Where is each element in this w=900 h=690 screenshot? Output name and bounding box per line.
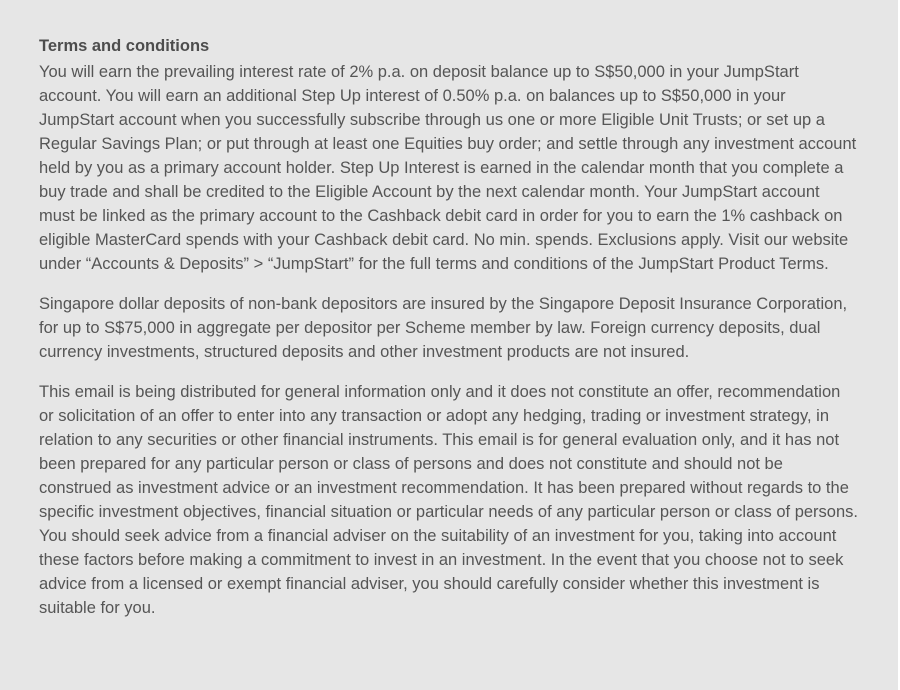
disclaimer-paragraph: This email is being distributed for general information only and it does not constitute an offer, recommendation or solicitation of an offer to enter into any transaction or adopt any hedging, trading or investment strategy, in relation to any securities or other financial instruments. This email is for general evaluation only, and it has not been prepared for any particular person or class of persons and does not constitute and should not be construed as investment advice or an investment recommendation. It has been prepared without regards to the specific investment objectives, financial situation or particular needs of any particular person or class of persons. You should seek advice from a financial adviser on the suitability of an investment for you, taking into account these factors before making a commitment to invest in an investment. In the event that you choose not to seek advice from a licensed or exempt financial adviser, you should carefully consider whether this investment is suitable for you. [39, 383, 858, 617]
deposit-insurance-paragraph: Singapore dollar deposits of non-bank depositors are insured by the Singapore Deposit Insurance Corporation, for up to S$75,000 in aggregate per depositor per Scheme member by law. Foreign currency deposits, dual currency investments, structured deposits and other investment products are not insured. [39, 295, 848, 361]
terms-title: Terms and conditions [39, 37, 210, 55]
interest-terms-paragraph: You will earn the prevailing interest rate of 2% p.a. on deposit balance up to S$50,000 in your JumpStart account. You will earn an additional Step Up interest of 0.50% p.a. on balances up to S$50,000 in your JumpStart account when you successfully subscribe through us one or more Eligible Unit Trusts; or set up a Regular Savings Plan; or put through at least one Equities buy order; and settle through any investment account held by you as a primary account holder. Step Up Interest is earned in the calendar month that you complete a buy trade and shall be credited to the Eligible Account by the next calendar month. Your JumpStart account must be linked as the primary account to the Cashback debit card in order for you to earn the 1% cashback on eligible MasterCard spends with your Cashback debit card. No min. spends. Exclusions apply. Visit our website under “Accounts & Deposits” > “JumpStart” for the full terms and conditions of the JumpStart Product Terms. [39, 63, 857, 273]
